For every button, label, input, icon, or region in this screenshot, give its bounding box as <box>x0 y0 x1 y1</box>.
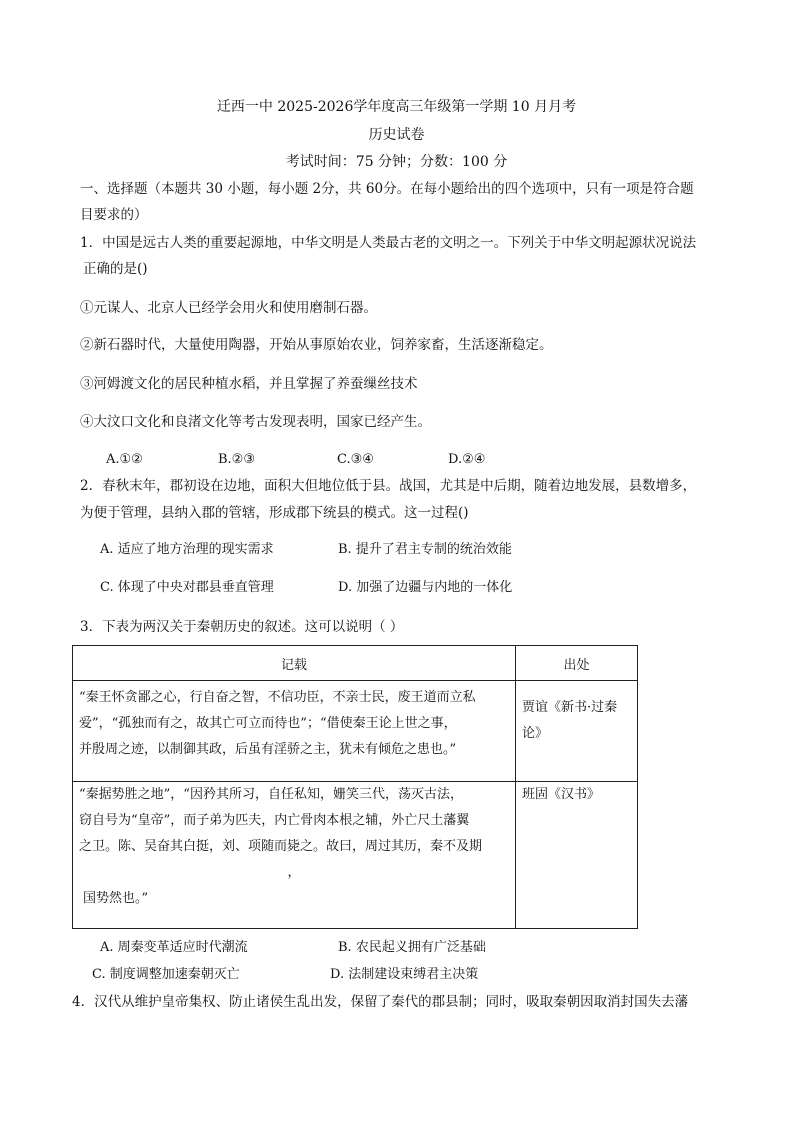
q3-table-header-record: 记载 <box>73 646 516 681</box>
q1-option-c[interactable]: C.③④ <box>337 452 374 467</box>
q3-stem: 3．下表为两汉关于秦朝历史的叙述。这可以说明（ ） <box>80 619 404 635</box>
q1-statement-2: ②新石器时代，大量使用陶器，开始从事原始农业，饲养家畜，生活逐渐稳定。 <box>80 337 553 353</box>
q3-table-row1-source <box>516 681 638 782</box>
record-line: “秦据势胜之地”，“因矜其所习，自任私知，姗笑三代，荡灭古法， <box>79 787 463 802</box>
q1-statement-3: ③河姆渡文化的居民种植水稻，并且掌握了养蚕缫丝技术 <box>80 376 418 392</box>
q2-option-c[interactable]: C. 体现了中央对郡县垂直管理 <box>100 580 274 595</box>
source-text: 贾谊《新书·过秦论》 <box>522 700 618 741</box>
q2-stem-line1: 2．春秋末年，郡初设在边地，面积大但地位低于县。战国，尤其是中后期，随着边地发展，县数增多， <box>80 478 697 494</box>
q3-option-d[interactable]: D. 法制建设束缚君主决策 <box>330 967 479 982</box>
q1-stem-line1: 1．中国是远古人类的重要起源地，中华文明是人类最古老的文明之一。下列关于中华文明起源状况说法 <box>80 235 697 251</box>
exam-subject: 历史试卷 <box>368 127 425 143</box>
q1-option-b[interactable]: B.②③ <box>218 452 255 467</box>
q1-statement-1: ①元谋人、北京人已经学会用火和使用磨制石器。 <box>80 300 377 316</box>
q4-stem-line1: 4．汉代从维护皇帝集权、防止诸侯生乱出发，保留了秦代的郡县制；同时，吸取秦朝因取消封国失去藩 <box>72 994 689 1010</box>
q3-option-c[interactable]: C. 制度调整加速秦朝灭亡 <box>92 967 240 982</box>
record-line: 之卫。陈、吴奋其白挺，刘、项随而毙之。故曰，周过其历，秦不及期 <box>79 839 483 854</box>
q3-table-row2-record <box>73 782 516 929</box>
record-line: 并殷周之迹，以制御其政，后虽有淫骄之主，犹未有倾危之患也。” <box>79 742 457 757</box>
q2-option-d[interactable]: D. 加强了边疆与内地的一体化 <box>338 580 513 595</box>
exam-info: 考试时间：75 分钟；分数：100 分 <box>285 154 508 170</box>
record-line: 爱”，“孤独而有之，故其亡可立而待也”；“借使秦王论上世之事， <box>79 716 457 731</box>
q2-option-a[interactable]: A. 适应了地方治理的现实需求 <box>100 542 274 557</box>
q2-option-b[interactable]: B. 提升了君主专制的统治效能 <box>338 542 512 557</box>
q3-table-row2-source <box>516 782 638 929</box>
q2-stem-line2: 为便于管理，县纳入郡的管辖，形成郡下统县的模式。这一过程() <box>80 505 469 521</box>
record-line: 窃自号为“皇帝”，而子弟为匹夫，内亡骨肉本根之辅，外亡尺土藩翼 <box>79 813 470 828</box>
q3-source-table <box>72 645 638 929</box>
record-line: 国势然也。” <box>83 891 149 906</box>
record-line: ， <box>287 865 301 880</box>
q1-option-a[interactable]: A.①② <box>106 452 143 467</box>
q1-statement-4: ④大汶口文化和良渚文化等考古发现表明，国家已经产生。 <box>80 414 431 430</box>
section-heading-line2: 目要求的） <box>80 207 148 223</box>
q1-option-d[interactable]: D.②④ <box>448 452 486 467</box>
q1-stem-line2: 正确的是() <box>83 261 148 277</box>
section-heading-line1: 一、选择题（本题共 30 小题，每小题 2分，共 60分。在每小题给出的四个选项中，只有一项是符合题 <box>80 181 694 197</box>
exam-title: 迁西一中 2025-2026学年度高三年级第一学期 10 月月考 <box>216 99 577 115</box>
q3-table-row1-record <box>73 681 516 782</box>
source-text: 班固《汉书》 <box>522 787 601 802</box>
record-line: “秦王怀贪鄙之心，行自奋之智，不信功臣，不亲士民，废王道而立私 <box>79 690 476 705</box>
q3-option-a[interactable]: A. 周秦变革适应时代潮流 <box>100 940 248 955</box>
q3-option-b[interactable]: B. 农民起义拥有广泛基础 <box>338 940 486 955</box>
q3-table-header-source: 出处 <box>516 646 638 681</box>
